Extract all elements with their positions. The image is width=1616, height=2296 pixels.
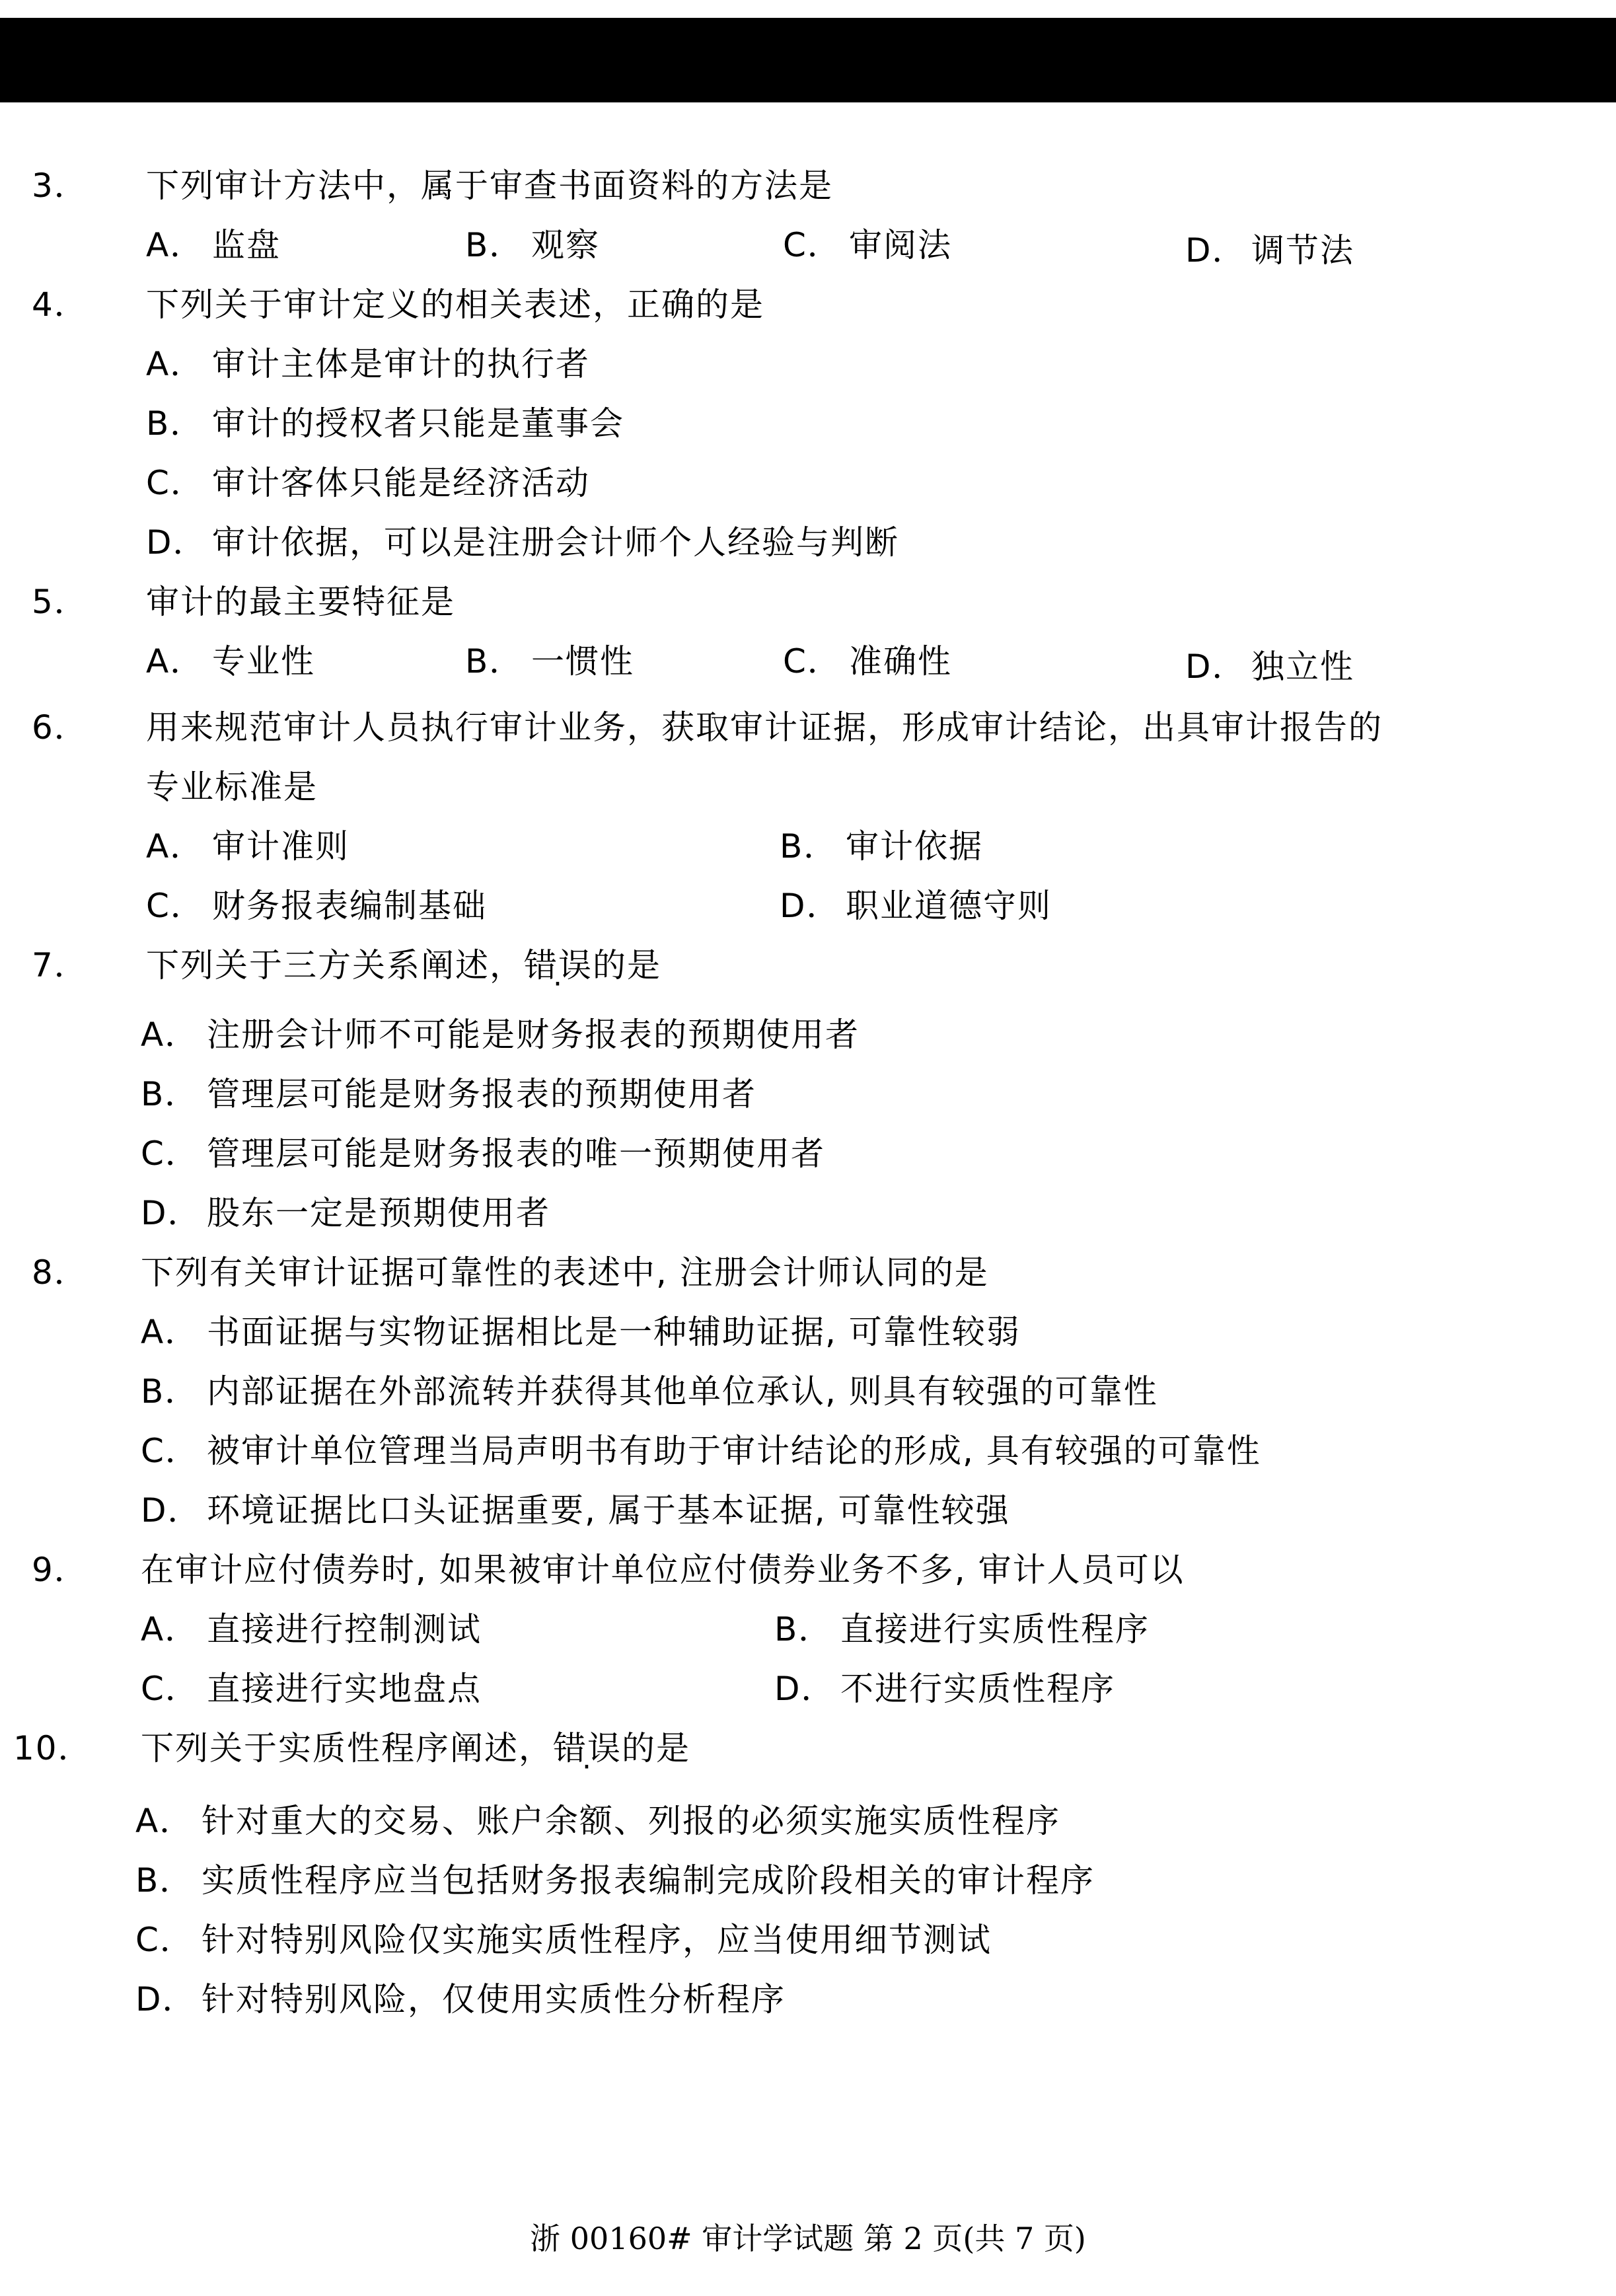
question-text: 审计的最主要特征是 bbox=[146, 583, 455, 621]
option-b[interactable]: B． 审计的授权者只能是董事会 bbox=[146, 404, 624, 443]
option-b[interactable]: B． 管理层可能是财务报表的预期使用者 bbox=[141, 1075, 756, 1113]
option-c[interactable]: C． 审计客体只能是经济活动 bbox=[146, 464, 590, 502]
option-d[interactable]: D． 审计依据，可以是注册会计师个人经验与判断 bbox=[146, 523, 899, 562]
question-number: 6． bbox=[32, 708, 89, 747]
option-c[interactable]: C． 直接进行实地盘点 bbox=[141, 1670, 482, 1708]
question-text: 下列有关审计证据可靠性的表述中, 注册会计师认同的是 bbox=[141, 1253, 989, 1292]
option-c[interactable]: C． 管理层可能是财务报表的唯一预期使用者 bbox=[141, 1134, 825, 1173]
question-text: 用来规范审计人员执行审计业务，获取审计证据，形成审计结论，出具审计报告的 bbox=[146, 708, 1383, 747]
question-number: 3． bbox=[32, 167, 89, 205]
option-d[interactable]: D． 不进行实质性程序 bbox=[774, 1670, 1115, 1708]
question-text: 下列关于审计定义的相关表述，正确的是 bbox=[146, 285, 764, 324]
option-a[interactable]: A． 专业性 bbox=[146, 642, 315, 681]
option-c[interactable]: C． 准确性 bbox=[783, 642, 952, 681]
option-d[interactable]: D． 独立性 bbox=[1185, 648, 1354, 686]
question-text: 下列关于实质性程序阐述，错误的是 bbox=[141, 1729, 690, 1767]
emphasis-text: 错误 bbox=[553, 1729, 622, 1767]
page-footer: 浙 00160# 审计学试题 第 2 页(共 7 页) bbox=[530, 2221, 1086, 2256]
question-text: 下列关于三方关系阐述，错误的是 bbox=[146, 946, 661, 984]
option-d[interactable]: D． 针对特别风险，仅使用实质性分析程序 bbox=[135, 1980, 786, 2018]
option-d[interactable]: D． 股东一定是预期使用者 bbox=[141, 1194, 550, 1232]
question-text-continued: 专业标准是 bbox=[146, 768, 318, 806]
option-b[interactable]: B． 直接进行实质性程序 bbox=[774, 1610, 1150, 1648]
question-number: 4． bbox=[32, 285, 89, 324]
option-d[interactable]: D． 调节法 bbox=[1185, 231, 1354, 270]
option-b[interactable]: B． 内部证据在外部流转并获得其他单位承认, 则具有较强的可靠性 bbox=[141, 1372, 1158, 1411]
question-number: 9． bbox=[32, 1551, 89, 1589]
emphasis-text: 错误 bbox=[524, 946, 593, 984]
option-d[interactable]: D． 环境证据比口头证据重要, 属于基本证据, 可靠性较强 bbox=[141, 1491, 1010, 1530]
option-a[interactable]: A． 书面证据与实物证据相比是一种辅助证据, 可靠性较弱 bbox=[141, 1313, 1021, 1351]
option-b[interactable]: B． 审计依据 bbox=[780, 827, 983, 866]
redaction-bar bbox=[0, 18, 1616, 102]
option-b[interactable]: B． 实质性程序应当包括财务报表编制完成阶段相关的审计程序 bbox=[135, 1861, 1095, 1900]
question-text: 在审计应付债券时, 如果被审计单位应付债券业务不多, 审计人员可以 bbox=[141, 1551, 1185, 1589]
question-number: 8． bbox=[32, 1253, 89, 1292]
option-c[interactable]: C． 财务报表编制基础 bbox=[146, 887, 487, 925]
option-a[interactable]: A． 审计准则 bbox=[146, 827, 349, 866]
option-c[interactable]: C． 针对特别风险仅实施实质性程序，应当使用细节测试 bbox=[135, 1921, 992, 1959]
option-a[interactable]: A． 注册会计师不可能是财务报表的预期使用者 bbox=[141, 1016, 860, 1054]
option-a[interactable]: A． 直接进行控制测试 bbox=[141, 1610, 482, 1648]
option-c[interactable]: C． 审阅法 bbox=[783, 226, 952, 264]
option-a[interactable]: A． 审计主体是审计的执行者 bbox=[146, 345, 590, 383]
option-c[interactable]: C． 被审计单位管理当局声明书有助于审计结论的形成, 具有较强的可靠性 bbox=[141, 1432, 1261, 1470]
option-d[interactable]: D． 职业道德守则 bbox=[780, 887, 1052, 925]
question-text: 下列审计方法中，属于审查书面资料的方法是 bbox=[146, 167, 833, 205]
option-a[interactable]: A． 针对重大的交易、账户余额、列报的必须实施实质性程序 bbox=[135, 1802, 1060, 1840]
question-number: 5． bbox=[32, 583, 89, 621]
question-number: 7． bbox=[32, 946, 89, 984]
option-b[interactable]: B． 观察 bbox=[465, 226, 600, 264]
option-a[interactable]: A． 监盘 bbox=[146, 226, 281, 264]
option-b[interactable]: B． 一惯性 bbox=[465, 642, 634, 681]
question-number: 10． bbox=[13, 1729, 92, 1767]
